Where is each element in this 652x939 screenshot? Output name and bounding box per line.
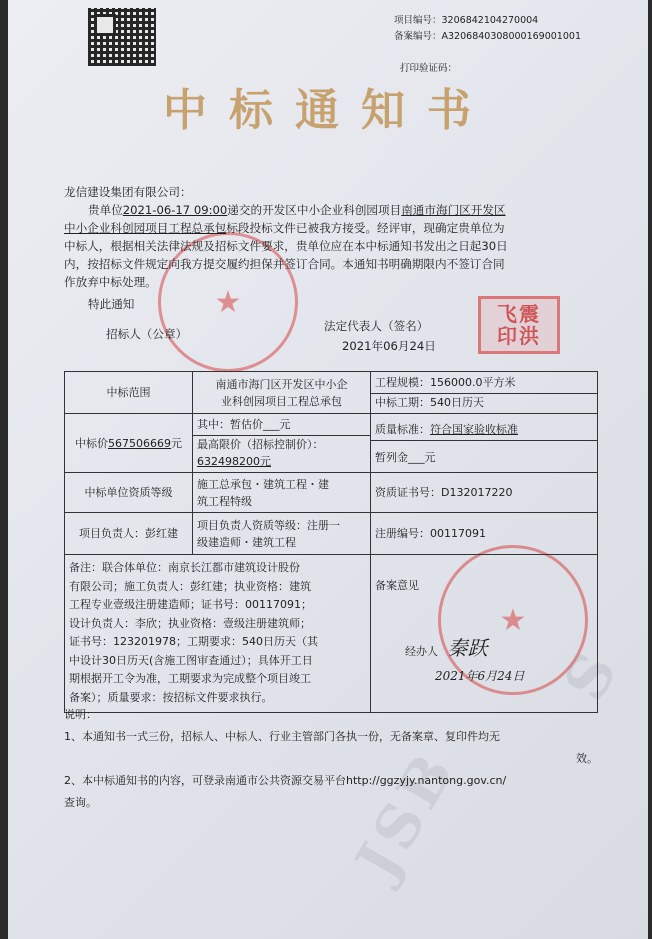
closing: 特此通知 — [88, 297, 135, 311]
paragraph-line: 中标人，根据相关法律法规及招标文件要求，贵单位应在本中标通知书发出之日起30日 — [64, 239, 508, 253]
paragraph-line: 内，按招标文件规定向我方提交履约担保并签订合同。本通知书明确期限内不签订合同 — [64, 257, 505, 271]
notice-date: 2021年06月24日 — [342, 339, 436, 353]
recipient: 龙信建设集团有限公司： — [64, 185, 192, 199]
notes: 说明： 1、本通知书一式三份，招标人、中标人、行业主管部门各执一份，无备案章、复印件均无 效。 2、本中标通知书的内容，可登录南通市公共资源交易平台http://ggzyjy.nantong.gov.cn/ 查询。 — [64, 708, 598, 809]
watermark: JSB — [342, 737, 470, 891]
record-number: 备案编号：A320684030800016900100​1 — [394, 31, 581, 42]
paragraph-line: 贵单位2021-06-17 09:00递交的开发区中小企业科创园项目南通市海门区开发区 — [88, 203, 506, 217]
watermark: S — [550, 636, 634, 712]
paragraph-line: 中小企业科创园项目工程总承包标段投标文件已被我方接受。经评审，现确定贵单位为 — [64, 221, 505, 235]
page-title: 中标通知书 — [163, 85, 493, 136]
award-info-table — [64, 371, 598, 713]
price-label: 中标价567506669元 — [65, 414, 193, 473]
handwritten-date: 2021年6月24日 — [435, 669, 525, 683]
tenderer-label: 招标人（公章） — [106, 327, 188, 341]
scale-duration: 工程规模：156000.0平方米 中标工期：540日历天 — [371, 372, 598, 414]
paragraph-line: 作放弃中标处理。 — [64, 275, 157, 289]
notice-document — [8, 0, 648, 939]
registration-number: 注册编号：00117091 — [371, 513, 598, 555]
record-seal: ★ — [438, 545, 588, 695]
project-number: 项目编号：3206842104270004 — [394, 15, 539, 26]
pm-qualification: 项目负责人资质等级：注册一 级建造师・建筑工程 — [193, 513, 371, 555]
record-label: 备案意见 — [375, 579, 419, 592]
quality-detail: 质量标准：符合国家验收标准 暂列金___元 — [371, 414, 598, 473]
scope-label: 中标范围 — [65, 372, 193, 414]
print-code: 打印验证码： — [400, 63, 458, 74]
record-opinion — [371, 555, 598, 713]
price-detail: 其中：暂估价___元 最高限价（招标控制价）： 632498200元 — [193, 414, 371, 473]
legal-rep-label: 法定代表人（签名） — [324, 319, 429, 333]
project-manager: 项目负责人：彭红建 — [65, 513, 193, 555]
legal-rep-stamp: 飞震 印洪 — [478, 296, 560, 354]
tenderer-seal: ★ — [158, 232, 298, 372]
scope-value: 南通市海门区开发区中小企 业科创园项目工程总承包 — [193, 372, 371, 414]
remarks: 备注：联合体单位：南京长江都市建筑设计股份 有限公司；施工负责人：彭红建；执业资格：建筑 工程专业壹级注册建造师；证书号：00117091； 设计负责人：李欣；执业资格：壹级注册建筑师； 证书号：123201978；工期要求：540日历天（其 中设计30日历天(含施工图审查通过）；具体开工日 期根据开工令为准，工期要求为完成整个项目竣工 备案）；质量要求：按招标文件要求执行。 — [65, 555, 371, 713]
qr-code — [88, 8, 156, 66]
handler-signature: 秦跃 — [447, 636, 488, 660]
qualification-label: 中标单位资质等级 — [65, 473, 193, 513]
handler-row: 经办人 秦跃 — [405, 636, 488, 660]
qualification-value: 施工总承包・建筑工程・建 筑工程特级 — [193, 473, 371, 513]
certificate-number: 资质证书号：D132017220 — [371, 473, 598, 513]
